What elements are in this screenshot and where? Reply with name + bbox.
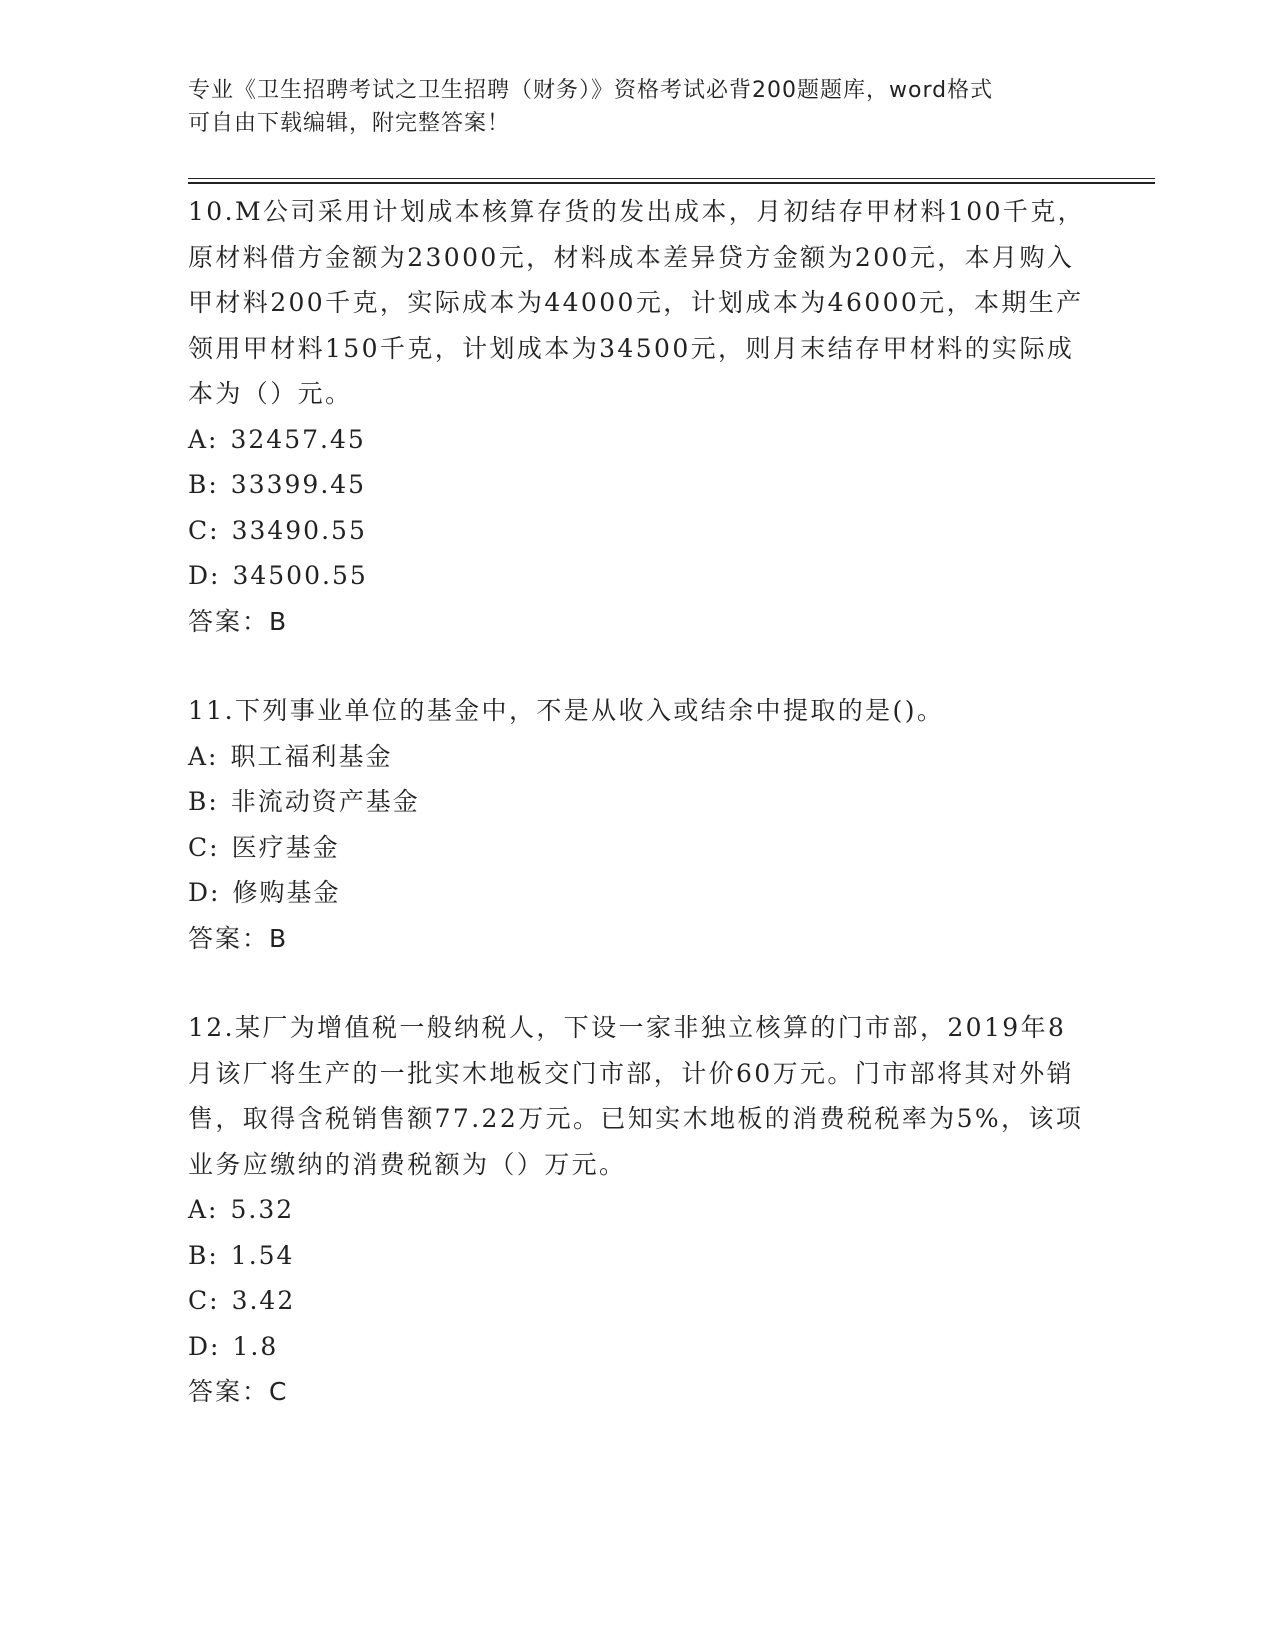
option-letter: D: [188,561,221,590]
option-a [188,1187,1088,1233]
option-text: 非流动资产基金 [230,787,420,816]
option-d [188,870,1088,916]
option-text: 32457.45 [230,424,366,454]
option-letter: A: [188,1195,219,1224]
option-b [188,779,1088,825]
option-text: 修购基金 [232,878,341,907]
header-divider-thin [188,178,1155,179]
header-divider-thick [188,182,1155,184]
option-d [188,1324,1088,1370]
option-text: 34500.55 [232,561,368,590]
option-letter: C: [188,515,220,545]
answer-line: 答案：C [188,1377,289,1406]
option-text: 1.8 [232,1331,279,1361]
option-c [188,1278,1088,1324]
question-10 [188,189,1088,644]
option-text: 3.42 [231,1286,296,1315]
option-d [188,553,1088,599]
header-line-1: 专业《卫生招聘考试之卫生招聘（财务）》资格考试必背200题题库，word格式 [188,78,994,103]
option-letter: C: [188,832,220,862]
question-12 [188,1005,1088,1415]
option-letter: B: [188,1240,219,1270]
option-b [188,462,1088,508]
question-stem: 10.M公司采用计划成本核算存货的发出成本，月初结存甲材料100千克，原材料借方金额为23000元，材料成本差异贷方金额为200元，本月购入甲材料200千克，实际成本为44000元，计划成本为46000元，本期生产领用甲材料150千克，计划成本为34500元，则月末结存甲材料的实际成本为（）元。 [188,197,1086,408]
option-c [188,825,1088,871]
option-text: 33490.55 [231,515,367,545]
header-line-2: 可自由下载编辑，附完整答案！ [188,111,511,136]
answer-line: 答案：B [188,606,289,636]
option-letter: B: [188,787,219,816]
option-text: 1.54 [230,1240,295,1270]
option-a [188,417,1088,463]
option-letter: C: [188,1286,220,1315]
option-text: 医疗基金 [231,832,340,862]
document-header [188,74,1068,140]
question-11 [188,688,1088,961]
option-text: 33399.45 [230,470,367,499]
option-letter: D: [188,878,221,907]
option-letter: A: [188,424,219,454]
option-b [188,1233,1088,1279]
option-a [188,734,1088,780]
option-c [188,508,1088,554]
option-text: 5.32 [230,1195,295,1224]
question-stem: 11.下列事业单位的基金中，不是从收入或结余中提取的是()。 [188,696,945,725]
question-stem: 12.某厂为增值税一般纳税人，下设一家非独立核算的门市部，2019年8月该厂将生产的一批实木地板交门市部，计价60万元。门市部将其对外销售，取得含税销售额77.22万元。已知实木地板的消费税税率为5%，该项业务应缴纳的消费税额为（）万元。 [188,1013,1084,1179]
answer-line: 答案：B [188,923,289,953]
option-letter: B: [188,470,219,499]
option-letter: D: [188,1331,221,1361]
option-letter: A: [188,741,219,771]
option-text: 职工福利基金 [230,741,393,771]
